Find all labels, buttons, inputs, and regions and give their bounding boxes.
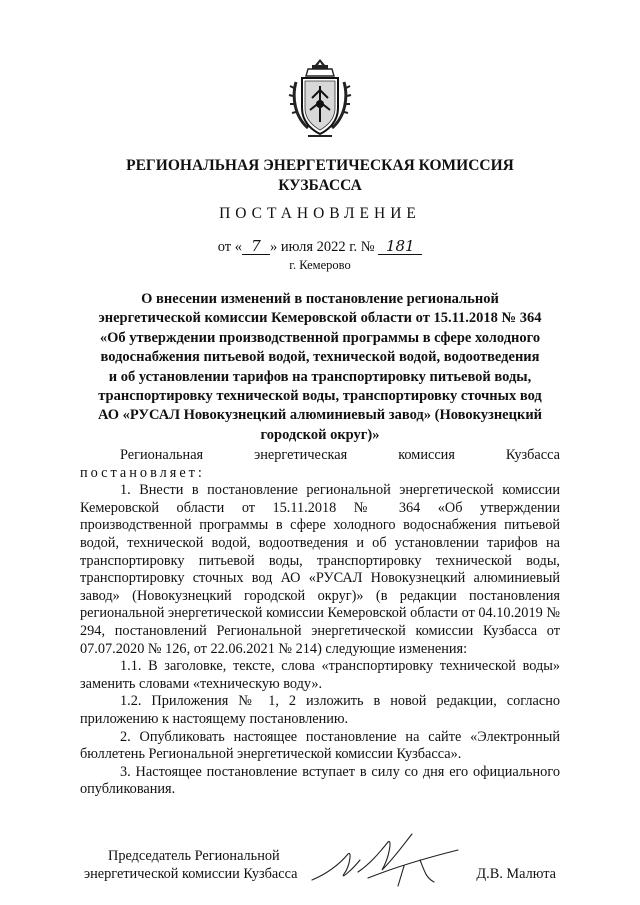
subject-line: АО «РУСАЛ Новокузнецкий алюминиевый завод» (Новокузнецкий <box>97 407 543 424</box>
paragraph-1-1: 1.1. В заголовке, тексте, слова «транспортировку технической воды» заменить словами «техническую воду». <box>80 658 560 692</box>
handwritten-signature <box>308 830 468 892</box>
paragraph-3: 3. Настоящее постановление вступает в силу со дня его официального опубликования. <box>80 763 560 798</box>
organization-name <box>100 156 540 196</box>
document-date-line <box>100 238 540 256</box>
document-subject <box>88 290 552 445</box>
subject-line: «Об утверждении производственной программы в сфере холодного <box>99 329 541 346</box>
document-city: г. Кемерово <box>289 258 351 272</box>
organization-line-1: РЕГИОНАЛЬНАЯ ЭНЕРГЕТИЧЕСКАЯ КОМИССИЯ <box>126 157 514 174</box>
organization-line-2: КУЗБАССА <box>278 177 362 194</box>
preamble-verb: постановляет: <box>80 464 205 481</box>
signature-title-line-2: энергетической комиссии Кузбасса <box>84 866 298 882</box>
subject-line: транспортировку технической воды, транспортировку сточных вод <box>98 388 542 405</box>
date-prefix: от « <box>217 239 242 255</box>
document-type: ПОСТАНОВЛЕНИЕ <box>219 205 421 222</box>
document-body <box>80 447 560 799</box>
signer-name: Д.В. Малюта <box>476 866 556 882</box>
handwritten-day: 7 <box>242 238 270 255</box>
subject-line: городской округ)» <box>260 426 380 443</box>
subject-line: О внесении изменений в постановление региональной <box>141 291 499 307</box>
coat-of-arms-emblem <box>288 56 352 140</box>
preamble-line: Региональная энергетическая комиссия Кузбасса <box>120 447 560 463</box>
paragraph-1: 1. Внести в постановление региональной энергетической комиссии Кемеровской области от 15.11.2018 № 364 «Об утверждении производственной программы в сфере холодного водоснабжения питьевой водой, технической водой, водоотведения и об установлении тарифов на транспортировку питьевой воды, транспортировку технической воды, транспортировку сточных вод АО «РУСАЛ Новокузнецкий алюминиевый завод» (Новокузнецкий городской округ)» (в редакции постановления региональной энергетической комиссии Кемеровской области от 04.10.2019 № 294, постановлений Региональной энергетической комиссии Кузбасса от 07.07.2020 № 126, от 22.06.2021 № 214) следующие изменения: <box>80 482 560 657</box>
paragraph-1-2: 1.2. Приложения № 1, 2 изложить в новой редакции, согласно приложению к настоящему постановлению. <box>80 693 560 727</box>
subject-line: водоснабжения питьевой водой, технической водой, водоотведения <box>100 349 540 366</box>
subject-line: и об установлении тарифов на транспортировку питьевой воды, <box>108 368 532 385</box>
signature-title <box>84 847 297 883</box>
signature-title-line-1: Председатель Региональной <box>108 848 280 864</box>
paragraph-2: 2. Опубликовать настоящее постановление на сайте «Электронный бюллетень Региональной энергетической комиссии Кузбасса». <box>80 728 560 763</box>
handwritten-number: 181 <box>378 238 422 255</box>
subject-line: энергетической комиссии Кемеровской области от 15.11.2018 № 364 <box>98 310 542 327</box>
date-middle: » июля 2022 г. № <box>269 239 375 255</box>
